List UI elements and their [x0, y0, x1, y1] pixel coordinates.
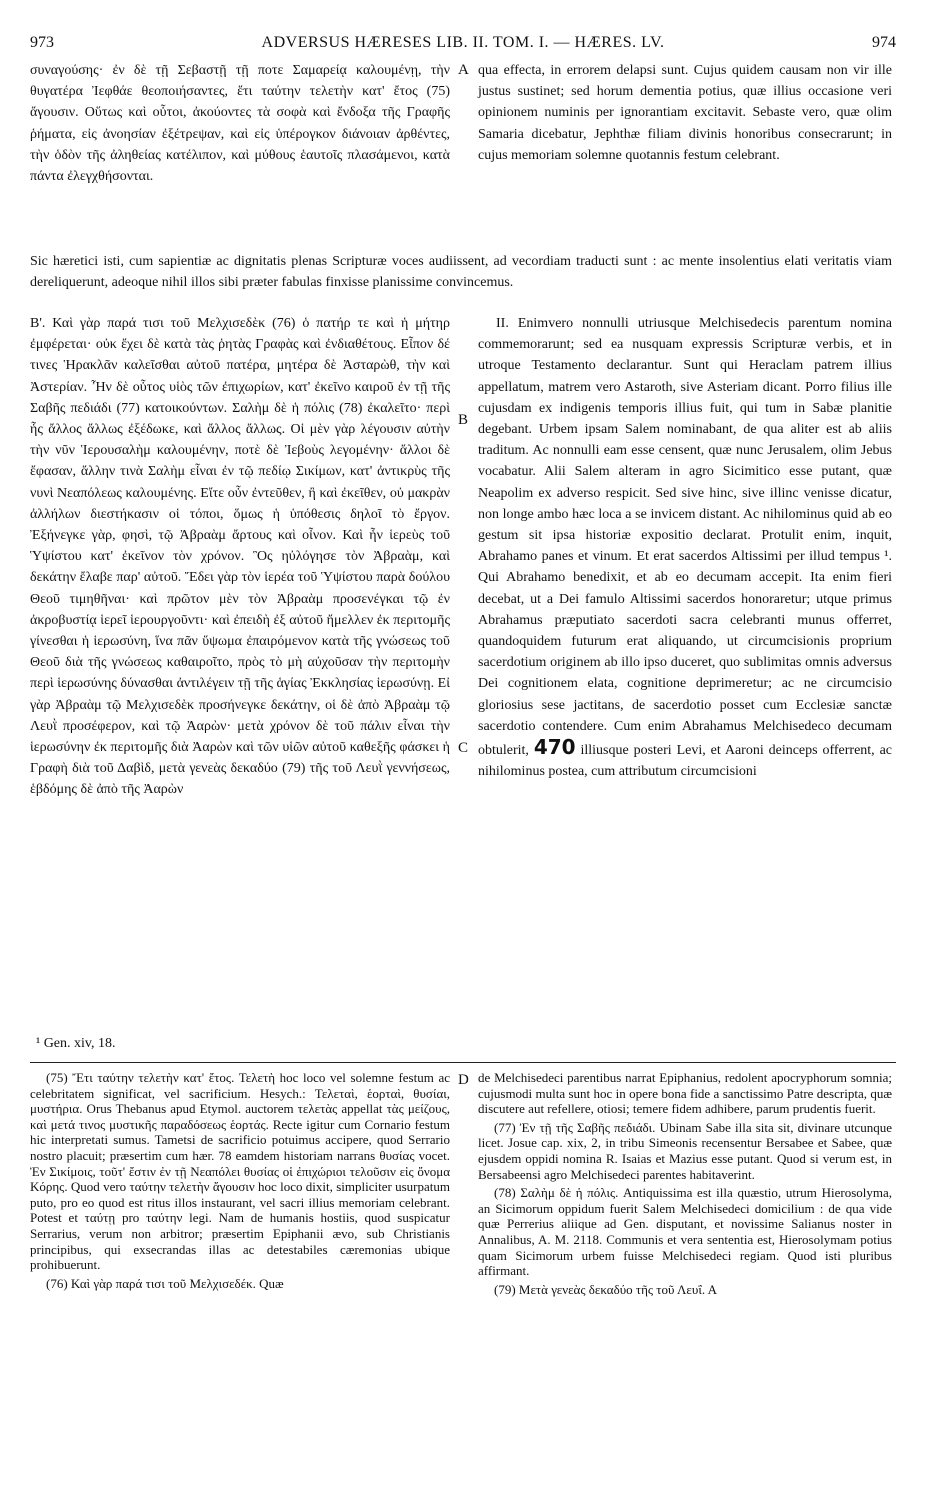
section-marker-a: A — [458, 62, 469, 78]
latin-text-top — [478, 60, 892, 166]
notes-left-column — [30, 1070, 450, 1294]
section-marker-d: D — [458, 1072, 469, 1088]
section-marker-b: B — [458, 412, 469, 428]
notes-divider — [30, 1062, 896, 1063]
section-marker-c: C — [458, 740, 469, 756]
greek-text-top — [30, 60, 450, 187]
latin-full-paragraph: Sic hæretici isti, cum sapientiæ ac dignitatis plenas Scripturæ voces audiissent, ad vecordiam traducti sunt : ac mente insolentius elati veritatis viam dereliquerunt, adeoque nihil illos sibi præter fabulas finxisse planissime convincemus. — [30, 254, 892, 291]
latin-paragraph-main — [478, 313, 892, 782]
latin-main-before: II. Enimvero nonnulli utriusque Melchisedecis parentum nomina commemorarunt; sed ea nusquam expressis Scripturæ verbis, et in utroque Testamento declarantur. Sunt qui Heraclam patrem illius appellatum, matrem vero Astaroth, sive Asteriam dicant. Porro filius ille cujusdam ex indigenis temporis illius fuit, qui tum in Sabæ planitie degebant. Urbem ipsam Salem nominabant, de qua aliter est ab aliis traditum. Ac nonnulli eam esse censent, quæ nunc Jerusalem, olim Jebus vocabatur. Alii Salem alteram in agro Sicimitico esse putant, quæ Neapolim ex adverso respicit. Sed sive hinc, sive illinc venisse dicatur, non longe ambo hæc loca a se invicem distant. Ac nihilominus quid ab eo gestum sit ipsa historiæ expositio declarat. Protulit enim, inquit, Abrahamo panes et vinum. Et erat sacerdos Altissimi per illud tempus ¹. Qui Abrahamo benedixit, et ab eo decumam accepit. Ita enim fieri decebat, ut a Dei famulo Altissimi sacerdos honoraretur; utque primus Abrahamus præputiato sacerdoti sacra celebranti munus offerret, quandoquidem futurum erat aliquando, ut circumcisionis proprium sacerdotium originem ab illo ipso duceret, quo sublimitas omnis adversus Dei cognitionem elata, cognitione deprimeretur; ac ne circumcisio gloriosius sese jactitans, de sacerdotio posset cum Ecclesiæ sanctæ sacerdotio contendere. Cum enim Abrahamus Melchisedeco decumam obtulerit, — [478, 316, 892, 759]
note-paragraph: (75) Ἔτι ταύτην τελετὴν κατ' ἔτος. Τελετὴ hoc loco vel solemne festum ac celebritatem significat, vel sacrificium. Hesych.: Τελεταὶ, ἑορταὶ, θυσίαι, μυστήρια. Orus Thebanus apud Etymol. auctorem τελετὰς appellat τὰς μείζους, καὶ μετά τινος μυστικῆς παραδόσεως ἑορτάς. Recte igitur cum Cornario festum hic interpretati sumus. Tametsi de sacrificio potuimus accipere, quod Serrario nostro placuit; præsertim cum hær. 78 eamdem historiam narrans θυσίας vocet. Ἐν Σικίμοις, τοῦτ' ἔστιν ἐν τῇ Νεαπόλει θυσίας οἱ ἐπιχώριοι τελοῦσιν εἰς ὄνομα Κόρης. Quod vero ταύτην τελετὴν ἄγουσιν hoc loco dixit, simpliciter usurpatum puto, pro eo quod est ritus illos instaurant, vel sacri illius memoriam celebrant. Potest et ταύτῃ pro ταύτην legi. Nam de humanis hostiis, quod suspicatur Serrarius, verum non arbitror; præsertim Epiphanii ævo, sub Christianis principibus, qui exsecrandas illas ac detestabiles cæremonias ubique prohibuerunt. — [30, 1070, 450, 1273]
latin-full-width — [30, 251, 892, 293]
latin-paragraph-top: qua effecta, in errorem delapsi sunt. Cujus quidem causam non vir ille justus sustinet; sed horum dementia potius, quæ illius occasione veri opinionem numinis per ignorantiam excitavit. Sebaste vero, quæ olim Samaria dicebatur, Jephthæ filiam divinis honoribus consecrarunt; in cujus memoriam solemne quotannis festum celebrant. — [478, 63, 892, 163]
greek-text-main — [30, 313, 450, 801]
scripture-footnote: ¹ Gen. xiv, 18. — [36, 1036, 116, 1051]
latin-text-main — [478, 313, 892, 782]
greek-paragraph-top: συναγούσης· ἐν δὲ τῇ Σεβαστῇ τῇ ποτε Σαμαρείᾳ καλουμένῃ, τὴν θυγατέρα Ἰεφθάε θεοποιήσαντες, ἔτι ταύτην τελετὴν κατ' ἔτος (75) ἄγουσιν. Οὕτως καὶ οὗτοι, ἀκούοντες τὰ σοφὰ καὶ ἔνδοξα τῆς Γραφῆς ῥήματα, εἰς ἀνοησίαν ἐξέτρεψαν, καὶ εἰς ὑπέρογκον διάνοιαν ἀρθέντες, τὴν ὁδὸν τῆς ἀληθείας κατέλιπον, καὶ μύθους ἑαυτοῖς πλασάμενοι, κατὰ πάντα ἐλεγχθήσονται. — [30, 63, 450, 185]
note-paragraph: de Melchisedeci parentibus narrat Epiphanius, redolent apocryphorum somnia; cujusmodi multa sunt hoc in opere bona fide a sanctissimo Patre descripta, quæ discutere aut refellere, otiosi; temere fidem adhibere, parum prudentis fuerit. — [478, 1070, 892, 1117]
page-number-left: 973 — [30, 34, 54, 51]
notes-right-column — [478, 1070, 892, 1300]
margin-number: 470 — [533, 735, 576, 760]
running-title: ADVERSUS HÆRESES LIB. II. TOM. I. — HÆRES. LV. — [261, 34, 665, 51]
page-number-right: 974 — [872, 34, 896, 51]
note-paragraph: (77) Ἐν τῇ τῆς Σαβῆς πεδιάδι. Ubinam Sabe illa sita sit, divinare utcunque licet. Josue cap. xix, 2, in tribu Simeonis recensentur Bersabee et Sabee, quæ ejusdem oppidi nomina R. Isaias et Mazius esse putant. Quod si verum est, in Bersabeensi agro Melchisedeci parentes habitaverint. — [478, 1119, 892, 1182]
note-paragraph: (76) Καὶ γὰρ παρά τισι τοῦ Μελχισεδέκ. Quæ — [46, 1275, 284, 1291]
greek-paragraph-main: Β'. Καὶ γὰρ παρά τισι τοῦ Μελχισεδὲκ (76) ὁ πατήρ τε καὶ ἡ μήτηρ ἐμφέρεται· οὐκ ἔχει δὲ κατὰ τὰς ῥητὰς Γραφὰς καὶ ἐνδιαθέτους. Εἶπον δέ τινες Ἡρακλᾶν καλεῖσθαι αὐτοῦ πατέρα, μητέρα δὲ Ἀσταρὼθ, τὴν καὶ Ἀστερίαν. Ἦν δὲ οὗτος υἱὸς τῶν ἐπιχωρίων, κατ' ἐκεῖνο καιροῦ ἐν τῇ τῆς Σαβῆς πεδιάδι (77) κατοικούντων. Σαλὴμ δὲ ἡ πόλις (78) ἐκαλεῖτο· περὶ ἧς ἄλλος ἄλλως ἐξέδωκε, καὶ ἄλλος ἄλλως. Οἱ μὲν γὰρ λέγουσιν αὐτὴν τὴν νῦν Ἱερουσαλὴμ καλουμένην, ποτὲ δὲ Ἰεβοὺς λεγομένην· ἄλλοι δὲ ἔφασαν, ἄλλην τινὰ Σαλὴμ εἶναι ἐν τῷ πεδίῳ Σικίμων, κατ' ἀντικρὺς τῆς νυνὶ Νεαπόλεως καλουμένης. Εἴτε οὖν ἐντεῦθεν, ἢ καὶ ἐκεῖθεν, οὐ μακρὰν ἀλλήλων διεστήκασιν οἱ τόποι, ὅμως ἡ ὑπόθεσις δηλοῖ τὸ ἔργον. Ἐξήνεγκε γὰρ, φησὶ, τῷ Ἀβραὰμ ἄρτους καὶ οἶνον. Καὶ ἦν ἱερεὺς τοῦ Ὑψίστου κατ' ἐκεῖνον τὸν χρόνον. Ὃς ηὐλόγησε τὸν Ἀβραὰμ, καὶ δεκάτην ἔλαβε παρ' αὐτοῦ. Ἔδει γὰρ τὸν ἱερέα τοῦ Ὑψίστου παρὰ δούλου Θεοῦ τιμηθῆναι· καὶ πρῶτον μὲν τὸν Ἀβραὰμ προσενέγκαι τῷ ἐν ἀκροβυστίᾳ ἱερεῖ ἱερουργοῦντι· καὶ ἐπειδὴ ἐξ αὐτοῦ ἤμελλεν ἐκ περιτομῆς γίνεσθαι ἡ ἱερωσύνη, ἵνα πᾶν ὕψωμα ἐπαιρόμενον κατὰ τῆς γνώσεως τοῦ Θεοῦ διὰ τῆς γνώσεως καθαιροῖτο, πρὸς τὸ μὴ αὐχοῦσαν τὴν περιτομὴν περὶ ἱερωσύνης δύνασθαι ἀντιλέγειν τῇ τῆς ἁγίας Ἐκκλησίας ἱερωσύνῃ. Εἰ γὰρ Ἀβραὰμ τῷ Μελχισεδὲκ προσήνεγκε δεκάτην, οἱ δὲ ἀπὸ Ἀβραὰμ τῷ Λευῒ προσέφερον, καὶ τῷ Ἀαρὼν· μετὰ χρόνον δὲ τοῦ πάλιν εἶναι τὴν ἱερωσύνην ἐκ περιτομῆς διὰ Ἀαρὼν καὶ τῶν υἱῶν αὐτοῦ καθεξῆς φάσκει ἡ Γραφὴ διὰ τοῦ Δαβὶδ, μετὰ γενεὰς δεκαδύο (79) τῆς τοῦ Λευῒ γεννήσεως, ἑβδόμης δὲ ἀπὸ τῆς Ἀαρὼν — [30, 316, 450, 798]
note-paragraph: (79) Μετὰ γενεὰς δεκαδύο τῆς τοῦ Λευΐ. Α — [494, 1281, 717, 1297]
latin-main-after: illiusque posteri Levi, et Aaroni deinceps offerrent, ac nihilominus postea, cum attributum circumcisioni — [478, 743, 892, 780]
note-paragraph: (78) Σαλὴμ δὲ ἡ πόλις. Antiquissima est illa quæstio, utrum Hierosolyma, an Sicimorum oppidum fuerit Salem Melchisedeci domicilium : de qua vide quæ Perrerius aliique ad Gen. disputant, et novissime Salianus noster in Annalibus, A. M. 2118. Communis et vera sententia est, Hierosolymam potius quam Sicimorum urbem fuisse Melchisedeci regiam. Quod isti pluribus affirmant. — [478, 1185, 892, 1279]
page-header — [30, 34, 896, 54]
